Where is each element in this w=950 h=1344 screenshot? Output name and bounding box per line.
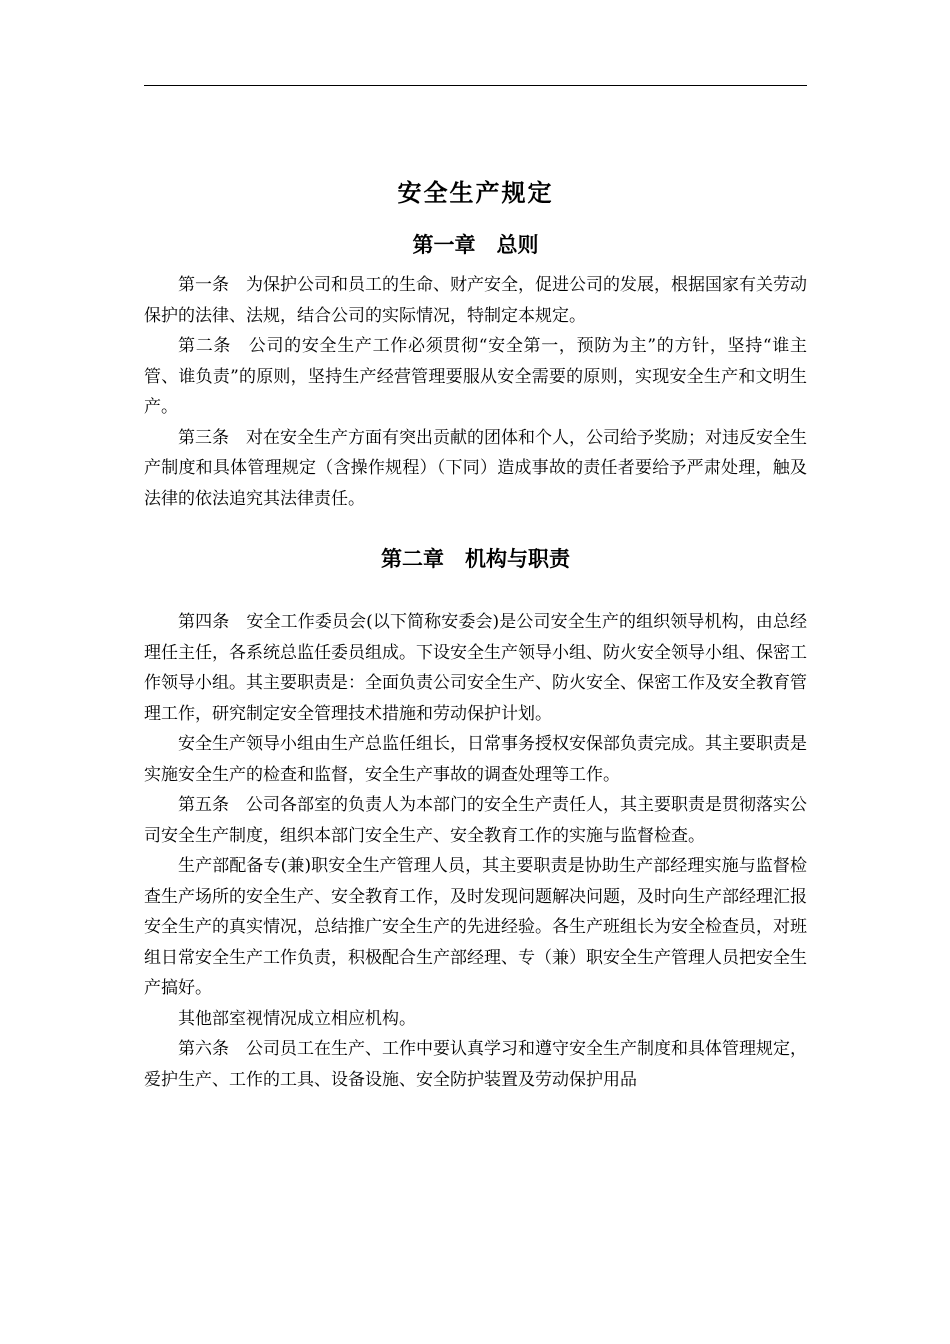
- article-label: 第三条: [178, 427, 229, 448]
- article-paragraph: [144, 607, 807, 729]
- article-label: 第六条: [178, 1039, 229, 1059]
- article-text: 公司各部室的负责人为本部门的安全生产责任人，其主要职责是贯彻落实公司安全生产制度，组织本部门安全生产、安全教育工作的实施与监督检查。: [144, 795, 807, 846]
- body-paragraph: [144, 729, 807, 790]
- paragraph-text: 安全生产领导小组由生产总监任组长，日常事务授权安保部负责完成。其主要职责是实施安全生产的检查和监督，安全生产事故的调查处理等工作。: [144, 734, 807, 785]
- article-label: 第五条: [178, 795, 229, 815]
- chapter-number: 第一章: [412, 233, 476, 257]
- document-title: 安全生产规定: [397, 178, 554, 207]
- article-text: 安全工作委员会(以下简称安委会)是公司安全生产的组织领导机构，由总经理任主任，各系统总监任委员组成。下设安全生产领导小组、防火安全领导小组、保密工作领导小组。其主要职责是：全面负责公司安全生产、防火安全、保密工作及安全教育管理工作，研究制定安全管理技术措施和劳动保护计划。: [144, 612, 808, 724]
- chapter-heading: [144, 544, 807, 574]
- article-paragraph: [144, 331, 807, 423]
- article-paragraph: [144, 270, 807, 331]
- paragraph-text: 生产部配备专(兼)职安全生产管理人员，其主要职责是协助生产部经理实施与监督检查生产场所的安全生产、安全教育工作，及时发现问题解决问题，及时向生产部经理汇报安全生产的真实情况，总结推广安全生产的先进经验。各生产班组长为安全检查员，对班组日常安全生产工作负责，积极配合生产部经理、专（兼）职安全生产管理人员把安全生产搞好。: [144, 856, 807, 998]
- body-paragraph: [144, 1004, 807, 1035]
- article-paragraph: [144, 1034, 807, 1095]
- body-paragraph: [144, 851, 807, 1004]
- article-text: 公司的安全生产工作必须贯彻“安全第一，预防为主”的方针，坚持“谁主管、谁负责”的原则，坚持生产经营管理要服从安全需要的原则，实现安全生产和文明生产。: [144, 336, 807, 417]
- paragraph-text: 其他部室视情况成立相应机构。: [178, 1008, 416, 1029]
- article-label: 第四条: [178, 612, 230, 632]
- chapter-heading: [144, 230, 807, 260]
- article-paragraph: [144, 790, 807, 851]
- chapter-name: 机构与职责: [465, 547, 570, 571]
- article-label: 第二条: [178, 336, 232, 356]
- chapter-name: 总则: [496, 233, 539, 257]
- article-label: 第一条: [178, 275, 229, 295]
- article-text: 公司员工在生产、工作中要认真学习和遵守安全生产制度和具体管理规定，爱护生产、工作的工具、设备设施、安全防护装置及劳动保护用品: [144, 1039, 807, 1090]
- article-paragraph: [144, 423, 807, 515]
- article-text: 对在安全生产方面有突出贡献的团体和个人，公司给予奖励；对违反安全生产制度和具体管理规定（含操作规程）（下同）造成事故的责任者要给予严肃处理，触及法律的依法追究其法律责任。: [144, 427, 807, 509]
- document-body: [144, 170, 807, 1095]
- article-text: 为保护公司和员工的生命、财产安全，促进公司的发展，根据国家有关劳动保护的法律、法规，结合公司的实际情况，特制定本规定。: [144, 275, 807, 326]
- header-rule: [144, 85, 807, 86]
- chapter-number: 第二章: [381, 547, 444, 571]
